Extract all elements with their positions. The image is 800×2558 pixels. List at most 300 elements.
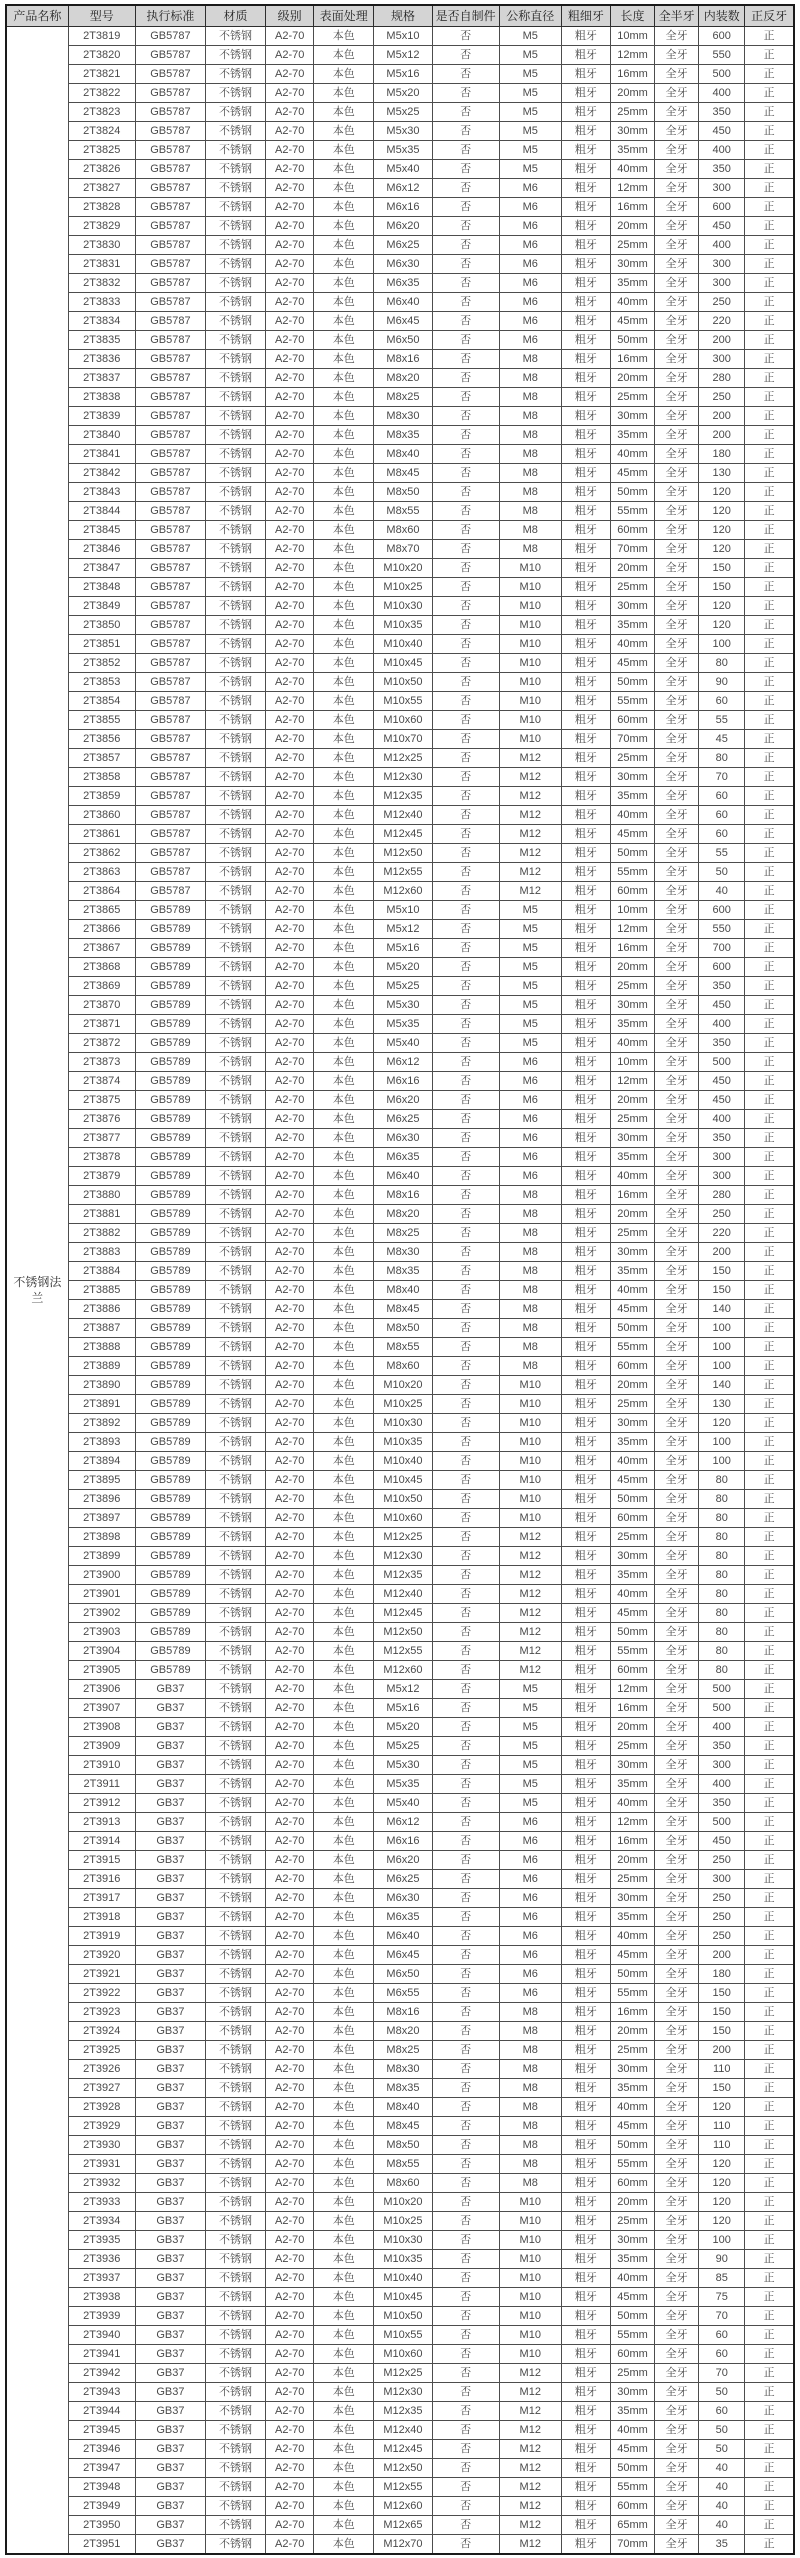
self-made-cell: 否 xyxy=(432,1908,499,1927)
length-cell: 30mm xyxy=(610,2231,654,2250)
qty-cell: 600 xyxy=(699,958,745,977)
direction-cell: 正 xyxy=(745,863,794,882)
self-made-cell: 否 xyxy=(432,939,499,958)
thread-length-cell: 全牙 xyxy=(655,1091,699,1110)
thread-pitch-cell: 粗牙 xyxy=(561,578,610,597)
spec-cell: M6x40 xyxy=(374,1167,432,1186)
length-cell: 45mm xyxy=(610,312,654,331)
model-cell: 2T3839 xyxy=(68,407,135,426)
qty-cell: 40 xyxy=(699,2516,745,2535)
direction-cell: 正 xyxy=(745,502,794,521)
thread-pitch-cell: 粗牙 xyxy=(561,1015,610,1034)
self-made-cell: 否 xyxy=(432,1490,499,1509)
table-row xyxy=(6,939,794,958)
grade-cell: A2-70 xyxy=(266,2269,314,2288)
thread-pitch-cell: 粗牙 xyxy=(561,312,610,331)
material-cell: 不锈钢 xyxy=(205,901,265,920)
spec-cell: M10x45 xyxy=(374,2288,432,2307)
table-row xyxy=(6,2383,794,2402)
qty-cell: 450 xyxy=(699,217,745,236)
material-cell: 不锈钢 xyxy=(205,1889,265,1908)
thread-length-cell: 全牙 xyxy=(655,673,699,692)
standard-cell: GB5789 xyxy=(135,1642,205,1661)
direction-cell: 正 xyxy=(745,1680,794,1699)
material-cell: 不锈钢 xyxy=(205,46,265,65)
surface-cell: 本色 xyxy=(314,2478,374,2497)
thread-length-cell: 全牙 xyxy=(655,996,699,1015)
thread-pitch-cell: 粗牙 xyxy=(561,369,610,388)
thread-length-cell: 全牙 xyxy=(655,692,699,711)
diameter-cell: M10 xyxy=(499,1414,561,1433)
standard-cell: GB5789 xyxy=(135,958,205,977)
direction-cell: 正 xyxy=(745,65,794,84)
self-made-cell: 否 xyxy=(432,1566,499,1585)
direction-cell: 正 xyxy=(745,1965,794,1984)
surface-cell: 本色 xyxy=(314,2288,374,2307)
grade-cell: A2-70 xyxy=(266,179,314,198)
surface-cell: 本色 xyxy=(314,2193,374,2212)
qty-cell: 50 xyxy=(699,2421,745,2440)
thread-length-cell: 全牙 xyxy=(655,1015,699,1034)
spec-cell: M8x40 xyxy=(374,1281,432,1300)
spec-cell: M12x60 xyxy=(374,1661,432,1680)
material-cell: 不锈钢 xyxy=(205,1452,265,1471)
qty-cell: 35 xyxy=(699,2535,745,2555)
thread-length-cell: 全牙 xyxy=(655,141,699,160)
thread-pitch-cell: 粗牙 xyxy=(561,1281,610,1300)
material-cell: 不锈钢 xyxy=(205,1224,265,1243)
model-cell: 2T3819 xyxy=(68,27,135,46)
qty-cell: 500 xyxy=(699,65,745,84)
model-cell: 2T3942 xyxy=(68,2364,135,2383)
table-row xyxy=(6,2079,794,2098)
model-cell: 2T3934 xyxy=(68,2212,135,2231)
direction-cell: 正 xyxy=(745,1034,794,1053)
standard-cell: GB5787 xyxy=(135,445,205,464)
length-cell: 35mm xyxy=(610,2079,654,2098)
model-cell: 2T3949 xyxy=(68,2497,135,2516)
qty-cell: 110 xyxy=(699,2117,745,2136)
self-made-cell: 否 xyxy=(432,407,499,426)
spec-cell: M6x16 xyxy=(374,198,432,217)
model-cell: 2T3943 xyxy=(68,2383,135,2402)
spec-cell: M5x35 xyxy=(374,1015,432,1034)
thread-length-cell: 全牙 xyxy=(655,369,699,388)
spec-cell: M5x16 xyxy=(374,1699,432,1718)
material-cell: 不锈钢 xyxy=(205,1870,265,1889)
thread-length-cell: 全牙 xyxy=(655,1585,699,1604)
standard-cell: GB5789 xyxy=(135,1167,205,1186)
qty-cell: 600 xyxy=(699,901,745,920)
thread-length-cell: 全牙 xyxy=(655,882,699,901)
direction-cell: 正 xyxy=(745,1262,794,1281)
thread-pitch-cell: 粗牙 xyxy=(561,2288,610,2307)
self-made-cell: 否 xyxy=(432,1034,499,1053)
table-row xyxy=(6,1965,794,1984)
direction-cell: 正 xyxy=(745,901,794,920)
standard-cell: GB5789 xyxy=(135,1319,205,1338)
direction-cell: 正 xyxy=(745,1243,794,1262)
table-row xyxy=(6,1756,794,1775)
direction-cell: 正 xyxy=(745,939,794,958)
surface-cell: 本色 xyxy=(314,1889,374,1908)
grade-cell: A2-70 xyxy=(266,1946,314,1965)
length-cell: 30mm xyxy=(610,996,654,1015)
table-row xyxy=(6,2231,794,2250)
thread-pitch-cell: 粗牙 xyxy=(561,1186,610,1205)
grade-cell: A2-70 xyxy=(266,274,314,293)
thread-length-cell: 全牙 xyxy=(655,2212,699,2231)
spec-cell: M8x16 xyxy=(374,350,432,369)
qty-cell: 550 xyxy=(699,46,745,65)
length-cell: 12mm xyxy=(610,179,654,198)
thread-length-cell: 全牙 xyxy=(655,901,699,920)
surface-cell: 本色 xyxy=(314,2003,374,2022)
qty-cell: 280 xyxy=(699,369,745,388)
direction-cell: 正 xyxy=(745,2516,794,2535)
direction-cell: 正 xyxy=(745,1661,794,1680)
diameter-cell: M5 xyxy=(499,1775,561,1794)
spec-cell: M10x35 xyxy=(374,1433,432,1452)
surface-cell: 本色 xyxy=(314,350,374,369)
table-row xyxy=(6,692,794,711)
spec-cell: M5x30 xyxy=(374,122,432,141)
thread-pitch-cell: 粗牙 xyxy=(561,160,610,179)
self-made-cell: 否 xyxy=(432,2516,499,2535)
thread-pitch-cell: 粗牙 xyxy=(561,2022,610,2041)
table-row xyxy=(6,597,794,616)
table-row xyxy=(6,616,794,635)
qty-cell: 100 xyxy=(699,1433,745,1452)
diameter-cell: M10 xyxy=(499,2231,561,2250)
self-made-cell: 否 xyxy=(432,578,499,597)
standard-cell: GB5789 xyxy=(135,1281,205,1300)
table-row xyxy=(6,2497,794,2516)
material-cell: 不锈钢 xyxy=(205,1186,265,1205)
spec-cell: M12x60 xyxy=(374,882,432,901)
length-cell: 20mm xyxy=(610,84,654,103)
self-made-cell: 否 xyxy=(432,312,499,331)
thread-pitch-cell: 粗牙 xyxy=(561,198,610,217)
table-row xyxy=(6,1224,794,1243)
surface-cell: 本色 xyxy=(314,1566,374,1585)
standard-cell: GB5789 xyxy=(135,1338,205,1357)
thread-length-cell: 全牙 xyxy=(655,1205,699,1224)
qty-cell: 60 xyxy=(699,2345,745,2364)
model-cell: 2T3825 xyxy=(68,141,135,160)
grade-cell: A2-70 xyxy=(266,2155,314,2174)
products-table xyxy=(5,4,795,2555)
thread-length-cell: 全牙 xyxy=(655,331,699,350)
grade-cell: A2-70 xyxy=(266,1642,314,1661)
model-cell: 2T3832 xyxy=(68,274,135,293)
material-cell: 不锈钢 xyxy=(205,274,265,293)
material-cell: 不锈钢 xyxy=(205,825,265,844)
spec-cell: M6x35 xyxy=(374,1148,432,1167)
thread-length-cell: 全牙 xyxy=(655,122,699,141)
table-row xyxy=(6,274,794,293)
table-row xyxy=(6,1186,794,1205)
standard-cell: GB5789 xyxy=(135,1091,205,1110)
self-made-cell: 否 xyxy=(432,2079,499,2098)
standard-cell: GB37 xyxy=(135,2212,205,2231)
thread-pitch-cell: 粗牙 xyxy=(561,939,610,958)
model-cell: 2T3933 xyxy=(68,2193,135,2212)
surface-cell: 本色 xyxy=(314,65,374,84)
thread-length-cell: 全牙 xyxy=(655,1376,699,1395)
thread-pitch-cell: 粗牙 xyxy=(561,46,610,65)
length-cell: 55mm xyxy=(610,2326,654,2345)
table-row xyxy=(6,1148,794,1167)
thread-length-cell: 全牙 xyxy=(655,635,699,654)
material-cell: 不锈钢 xyxy=(205,1110,265,1129)
thread-length-cell: 全牙 xyxy=(655,977,699,996)
thread-pitch-cell: 粗牙 xyxy=(561,1623,610,1642)
standard-cell: GB5787 xyxy=(135,673,205,692)
spec-cell: M6x50 xyxy=(374,1965,432,1984)
qty-cell: 60 xyxy=(699,692,745,711)
table-row xyxy=(6,2212,794,2231)
grade-cell: A2-70 xyxy=(266,1718,314,1737)
grade-cell: A2-70 xyxy=(266,255,314,274)
diameter-cell: M8 xyxy=(499,540,561,559)
thread-pitch-cell: 粗牙 xyxy=(561,1851,610,1870)
table-row xyxy=(6,958,794,977)
diameter-cell: M12 xyxy=(499,1547,561,1566)
thread-pitch-cell: 粗牙 xyxy=(561,1167,610,1186)
spec-cell: M5x25 xyxy=(374,977,432,996)
material-cell: 不锈钢 xyxy=(205,2497,265,2516)
thread-length-cell: 全牙 xyxy=(655,46,699,65)
direction-cell: 正 xyxy=(745,1452,794,1471)
direction-cell: 正 xyxy=(745,1604,794,1623)
model-cell: 2T3944 xyxy=(68,2402,135,2421)
self-made-cell: 否 xyxy=(432,1623,499,1642)
direction-cell: 正 xyxy=(745,217,794,236)
model-cell: 2T3924 xyxy=(68,2022,135,2041)
thread-length-cell: 全牙 xyxy=(655,2402,699,2421)
thread-pitch-cell: 粗牙 xyxy=(561,2193,610,2212)
thread-length-cell: 全牙 xyxy=(655,2440,699,2459)
qty-cell: 90 xyxy=(699,2250,745,2269)
standard-cell: GB37 xyxy=(135,2307,205,2326)
standard-cell: GB37 xyxy=(135,2440,205,2459)
surface-cell: 本色 xyxy=(314,673,374,692)
surface-cell: 本色 xyxy=(314,1699,374,1718)
qty-cell: 450 xyxy=(699,1091,745,1110)
standard-cell: GB5789 xyxy=(135,939,205,958)
diameter-cell: M10 xyxy=(499,559,561,578)
material-cell: 不锈钢 xyxy=(205,1053,265,1072)
material-cell: 不锈钢 xyxy=(205,1794,265,1813)
table-row xyxy=(6,749,794,768)
surface-cell: 本色 xyxy=(314,445,374,464)
self-made-cell: 否 xyxy=(432,616,499,635)
surface-cell: 本色 xyxy=(314,1908,374,1927)
length-cell: 25mm xyxy=(610,1395,654,1414)
grade-cell: A2-70 xyxy=(266,350,314,369)
model-cell: 2T3902 xyxy=(68,1604,135,1623)
grade-cell: A2-70 xyxy=(266,84,314,103)
model-cell: 2T3868 xyxy=(68,958,135,977)
grade-cell: A2-70 xyxy=(266,1889,314,1908)
spec-cell: M5x16 xyxy=(374,939,432,958)
direction-cell: 正 xyxy=(745,2326,794,2345)
material-cell: 不锈钢 xyxy=(205,2364,265,2383)
diameter-cell: M6 xyxy=(499,1110,561,1129)
length-cell: 40mm xyxy=(610,1167,654,1186)
qty-cell: 85 xyxy=(699,2269,745,2288)
diameter-cell: M8 xyxy=(499,445,561,464)
spec-cell: M6x20 xyxy=(374,1091,432,1110)
diameter-cell: M6 xyxy=(499,1965,561,1984)
direction-cell: 正 xyxy=(745,464,794,483)
model-cell: 2T3921 xyxy=(68,1965,135,1984)
thread-pitch-cell: 粗牙 xyxy=(561,1091,610,1110)
material-cell: 不锈钢 xyxy=(205,1167,265,1186)
qty-cell: 150 xyxy=(699,2003,745,2022)
table-row xyxy=(6,1737,794,1756)
grade-cell: A2-70 xyxy=(266,1034,314,1053)
material-cell: 不锈钢 xyxy=(205,122,265,141)
direction-cell: 正 xyxy=(745,274,794,293)
model-cell: 2T3835 xyxy=(68,331,135,350)
spec-cell: M6x25 xyxy=(374,1110,432,1129)
diameter-cell: M12 xyxy=(499,882,561,901)
model-cell: 2T3935 xyxy=(68,2231,135,2250)
model-cell: 2T3914 xyxy=(68,1832,135,1851)
qty-cell: 120 xyxy=(699,2174,745,2193)
qty-cell: 80 xyxy=(699,1604,745,1623)
table-row xyxy=(6,2041,794,2060)
thread-pitch-cell: 粗牙 xyxy=(561,1908,610,1927)
standard-cell: GB5787 xyxy=(135,65,205,84)
table-row xyxy=(6,1376,794,1395)
qty-cell: 350 xyxy=(699,160,745,179)
thread-length-cell: 全牙 xyxy=(655,1490,699,1509)
standard-cell: GB5789 xyxy=(135,1129,205,1148)
diameter-cell: M8 xyxy=(499,1262,561,1281)
surface-cell: 本色 xyxy=(314,122,374,141)
standard-cell: GB5787 xyxy=(135,84,205,103)
thread-pitch-cell: 粗牙 xyxy=(561,521,610,540)
diameter-cell: M8 xyxy=(499,369,561,388)
spec-cell: M6x25 xyxy=(374,236,432,255)
spec-cell: M5x20 xyxy=(374,1718,432,1737)
thread-pitch-cell: 粗牙 xyxy=(561,350,610,369)
direction-cell: 正 xyxy=(745,2022,794,2041)
spec-cell: M5x20 xyxy=(374,958,432,977)
grade-cell: A2-70 xyxy=(266,1927,314,1946)
length-cell: 30mm xyxy=(610,407,654,426)
thread-length-cell: 全牙 xyxy=(655,1338,699,1357)
thread-length-cell: 全牙 xyxy=(655,2041,699,2060)
self-made-cell: 否 xyxy=(432,597,499,616)
spec-cell: M10x35 xyxy=(374,616,432,635)
length-cell: 60mm xyxy=(610,1509,654,1528)
qty-cell: 450 xyxy=(699,122,745,141)
thread-length-cell: 全牙 xyxy=(655,2060,699,2079)
diameter-cell: M8 xyxy=(499,2136,561,2155)
material-cell: 不锈钢 xyxy=(205,597,265,616)
spec-cell: M10x45 xyxy=(374,1471,432,1490)
diameter-cell: M5 xyxy=(499,1680,561,1699)
length-cell: 35mm xyxy=(610,1908,654,1927)
thread-length-cell: 全牙 xyxy=(655,350,699,369)
spec-cell: M5x12 xyxy=(374,920,432,939)
spec-cell: M12x35 xyxy=(374,787,432,806)
table-row xyxy=(6,2326,794,2345)
thread-pitch-cell: 粗牙 xyxy=(561,1870,610,1889)
self-made-cell: 否 xyxy=(432,2440,499,2459)
model-cell: 2T3854 xyxy=(68,692,135,711)
diameter-cell: M5 xyxy=(499,1794,561,1813)
qty-cell: 70 xyxy=(699,768,745,787)
column-header-3: 材质 xyxy=(205,5,265,27)
diameter-cell: M8 xyxy=(499,350,561,369)
thread-length-cell: 全牙 xyxy=(655,103,699,122)
diameter-cell: M5 xyxy=(499,977,561,996)
qty-cell: 350 xyxy=(699,103,745,122)
spec-cell: M12x35 xyxy=(374,1566,432,1585)
material-cell: 不锈钢 xyxy=(205,1338,265,1357)
standard-cell: GB5787 xyxy=(135,825,205,844)
length-cell: 35mm xyxy=(610,1262,654,1281)
length-cell: 40mm xyxy=(610,293,654,312)
grade-cell: A2-70 xyxy=(266,1319,314,1338)
standard-cell: GB5789 xyxy=(135,1186,205,1205)
column-header-2: 执行标准 xyxy=(135,5,205,27)
standard-cell: GB5787 xyxy=(135,692,205,711)
length-cell: 45mm xyxy=(610,1946,654,1965)
thread-pitch-cell: 粗牙 xyxy=(561,825,610,844)
model-cell: 2T3915 xyxy=(68,1851,135,1870)
diameter-cell: M5 xyxy=(499,46,561,65)
standard-cell: GB5789 xyxy=(135,1053,205,1072)
spec-cell: M10x50 xyxy=(374,1490,432,1509)
surface-cell: 本色 xyxy=(314,331,374,350)
material-cell: 不锈钢 xyxy=(205,2326,265,2345)
thread-length-cell: 全牙 xyxy=(655,2022,699,2041)
model-cell: 2T3876 xyxy=(68,1110,135,1129)
self-made-cell: 否 xyxy=(432,730,499,749)
diameter-cell: M10 xyxy=(499,1395,561,1414)
material-cell: 不锈钢 xyxy=(205,2193,265,2212)
thread-pitch-cell: 粗牙 xyxy=(561,2421,610,2440)
spec-cell: M5x40 xyxy=(374,160,432,179)
standard-cell: GB5789 xyxy=(135,1376,205,1395)
direction-cell: 正 xyxy=(745,2060,794,2079)
thread-length-cell: 全牙 xyxy=(655,521,699,540)
thread-length-cell: 全牙 xyxy=(655,1034,699,1053)
length-cell: 55mm xyxy=(610,1984,654,2003)
direction-cell: 正 xyxy=(745,1775,794,1794)
thread-pitch-cell: 粗牙 xyxy=(561,730,610,749)
thread-length-cell: 全牙 xyxy=(655,312,699,331)
length-cell: 45mm xyxy=(610,464,654,483)
thread-pitch-cell: 粗牙 xyxy=(561,673,610,692)
table-row xyxy=(6,502,794,521)
direction-cell: 正 xyxy=(745,1737,794,1756)
standard-cell: GB37 xyxy=(135,1984,205,2003)
direction-cell: 正 xyxy=(745,1889,794,1908)
surface-cell: 本色 xyxy=(314,939,374,958)
self-made-cell: 否 xyxy=(432,217,499,236)
diameter-cell: M6 xyxy=(499,1851,561,1870)
qty-cell: 120 xyxy=(699,2193,745,2212)
thread-pitch-cell: 粗牙 xyxy=(561,2478,610,2497)
thread-pitch-cell: 粗牙 xyxy=(561,2155,610,2174)
